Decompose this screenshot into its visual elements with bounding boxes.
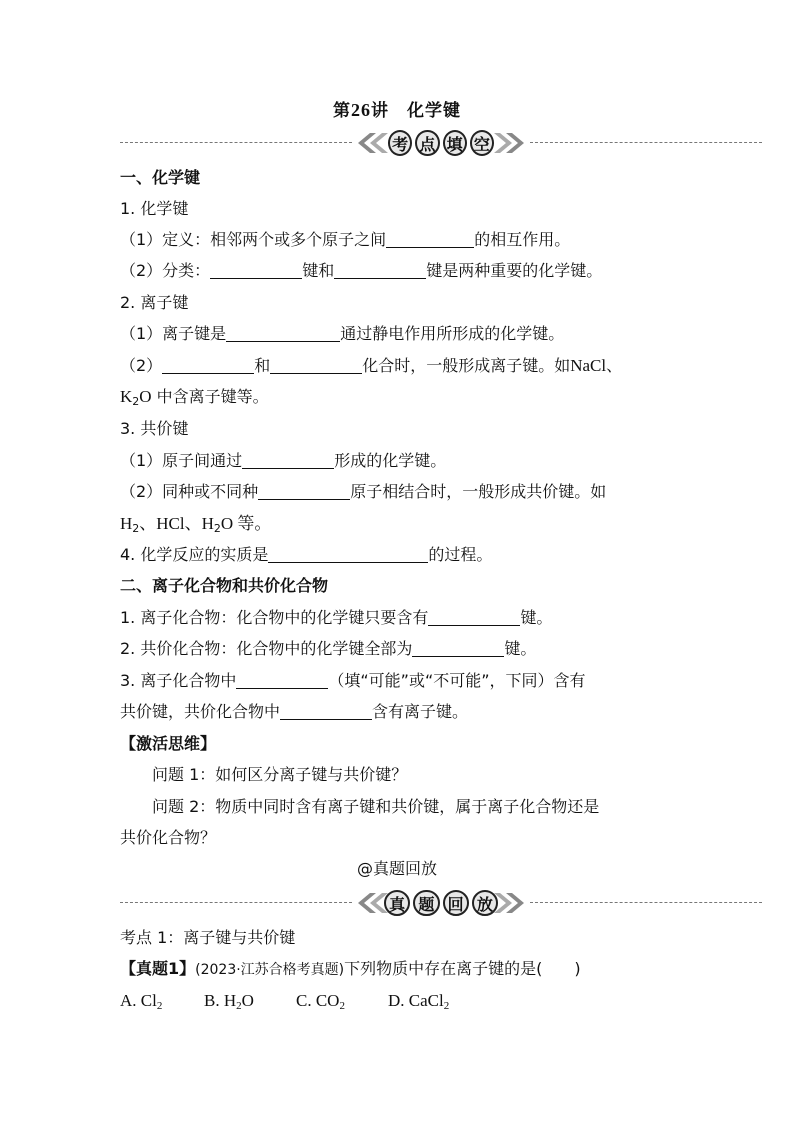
text: 原子相结合时，一般形成共价键。如 xyxy=(350,482,607,501)
formula: K xyxy=(120,387,133,406)
subscript: 2 xyxy=(132,522,140,535)
text: 的相互作用。 xyxy=(474,230,571,249)
exam-point-heading: 考点 1：离子键与共价键 xyxy=(120,928,296,947)
banner-char: 题 xyxy=(413,890,439,916)
item-s2-3 xyxy=(120,669,680,693)
text: 2. 共价化合物：化合物中的化学键全部为 xyxy=(120,639,413,658)
option-text: D. CaCl xyxy=(388,991,444,1010)
option-b[interactable] xyxy=(204,989,296,1013)
subscript: 2 xyxy=(236,1000,242,1012)
banner-rule-right xyxy=(530,902,762,903)
question-tag: 【真题1】 xyxy=(120,959,196,978)
text: 和 xyxy=(254,356,271,375)
item-1-2 xyxy=(120,259,680,283)
text: 4. 化学反应的实质是 xyxy=(120,545,269,564)
formula: 、HCl、H xyxy=(139,514,214,533)
option-a[interactable] xyxy=(120,989,204,1013)
question-text: 如何区分离子键与共价键？ xyxy=(215,765,408,784)
item-3-2 xyxy=(120,480,680,504)
double-chevron-right-icon xyxy=(486,890,526,916)
fill-blank xyxy=(428,607,520,626)
item-s2-1 xyxy=(120,606,680,630)
item-s2-3-cont xyxy=(120,700,680,724)
option-text: C. CO xyxy=(296,991,340,1010)
subscript: 2 xyxy=(339,1000,345,1012)
question-2 xyxy=(120,795,712,819)
double-chevron-right-icon xyxy=(486,130,526,156)
banner-rule-left xyxy=(120,142,352,143)
item-2-2-cont xyxy=(120,385,680,409)
formula: O xyxy=(139,387,152,406)
banner-rule-right xyxy=(530,142,762,143)
fill-blank xyxy=(236,670,328,689)
banner-title xyxy=(388,128,494,158)
text: 中含离子键等。 xyxy=(151,387,269,406)
fill-blank xyxy=(268,544,428,563)
text: 键。 xyxy=(504,639,537,658)
question-label: 问题 2： xyxy=(152,797,216,816)
question-text: 物质中同时含有离子键和共价键，属于离子化合物还是 xyxy=(215,797,600,816)
text: 键是两种重要的化学键。 xyxy=(426,261,603,280)
option-c[interactable] xyxy=(296,989,388,1013)
text: 、 xyxy=(606,356,623,375)
text: 1. 离子化合物：化合物中的化学键只要含有 xyxy=(120,608,429,627)
text: 形成的化学键。 xyxy=(334,451,447,470)
text: （1）定义：相邻两个或多个原子之间 xyxy=(120,230,387,249)
option-d[interactable] xyxy=(388,989,488,1013)
fill-blank xyxy=(258,481,350,500)
item-3-1 xyxy=(120,449,680,473)
item-1-heading: 1. 化学键 xyxy=(120,199,189,218)
fill-blank xyxy=(162,355,254,374)
title-suffix: 讲 化学键 xyxy=(371,101,461,121)
option-text: B. H xyxy=(204,991,237,1010)
section-banner-fill-blanks xyxy=(120,128,762,158)
banner-char: 填 xyxy=(443,130,467,156)
text: 3. 离子化合物中 xyxy=(120,671,237,690)
exam-question-1 xyxy=(120,957,680,982)
fill-blank xyxy=(386,229,474,248)
banner-char: 回 xyxy=(443,890,469,916)
fill-blank xyxy=(334,260,426,279)
formula: NaCl xyxy=(570,356,607,375)
text: （1）原子间通过 xyxy=(120,451,243,470)
formula: O 等。 xyxy=(220,514,272,533)
activate-thinking-heading: 【激活思维】 xyxy=(120,734,217,753)
item-s2-2 xyxy=(120,637,680,661)
text: 化合时，一般形成离子键。如 xyxy=(362,356,571,375)
question-source: (2023·江苏合格考真题) xyxy=(195,962,345,978)
subscript: 2 xyxy=(443,1000,450,1012)
item-2-2 xyxy=(120,354,680,378)
subscript: 2 xyxy=(132,395,140,408)
banner-title xyxy=(384,888,498,918)
answer-options xyxy=(120,989,680,1013)
banner-char: 空 xyxy=(470,130,494,156)
banner-char: 考 xyxy=(388,130,412,156)
banner-char: 点 xyxy=(415,130,439,156)
text: 共价键，共价化合物中 xyxy=(120,702,281,721)
formula: H xyxy=(120,514,133,533)
banner-rule-left xyxy=(120,902,352,903)
item-2-heading: 2. 离子键 xyxy=(120,293,189,312)
text: （2） xyxy=(120,356,163,375)
title-prefix: 第 xyxy=(333,101,351,121)
text: 键和 xyxy=(302,261,335,280)
option-text: O xyxy=(241,991,254,1010)
item-4 xyxy=(120,543,680,567)
fill-blank xyxy=(270,355,362,374)
item-3-2-cont xyxy=(120,512,680,536)
banner-char: 放 xyxy=(472,890,498,916)
fill-blank xyxy=(280,701,372,720)
question-label: 问题 1： xyxy=(152,765,216,784)
question-text: 下列物质中存在离子键的是( ) xyxy=(344,959,581,978)
title-number: 26 xyxy=(351,100,371,120)
subscript: 2 xyxy=(156,1000,163,1012)
section-heading-1: 一、化学键 xyxy=(120,168,201,187)
fill-blank xyxy=(242,450,334,469)
lecture-title xyxy=(0,96,794,121)
fill-blank xyxy=(412,638,504,657)
text: 键。 xyxy=(520,608,553,627)
text: （填“可能”或“不可能”，下同）含有 xyxy=(328,671,586,690)
item-3-heading: 3. 共价键 xyxy=(120,419,189,438)
item-2-1 xyxy=(120,322,680,346)
review-label: @真题回放 xyxy=(356,859,437,878)
fill-blank xyxy=(226,323,340,342)
question-1 xyxy=(120,763,712,787)
text: （2）同种或不同种 xyxy=(120,482,259,501)
text: （1）离子键是 xyxy=(120,324,227,343)
section-banner-past-exams xyxy=(120,888,762,918)
item-1-1 xyxy=(120,228,680,252)
text: 含有离子键。 xyxy=(372,702,469,721)
text: 的过程。 xyxy=(428,545,493,564)
text: 通过静电作用所形成的化学键。 xyxy=(340,324,565,343)
question-2-cont: 共价化合物？ xyxy=(120,828,217,847)
subscript: 2 xyxy=(213,522,221,535)
option-text: A. Cl xyxy=(120,991,157,1010)
section-heading-2: 二、离子化合物和共价化合物 xyxy=(120,576,329,595)
banner-char: 真 xyxy=(384,890,410,916)
fill-blank xyxy=(210,260,302,279)
text: （2）分类： xyxy=(120,261,211,280)
